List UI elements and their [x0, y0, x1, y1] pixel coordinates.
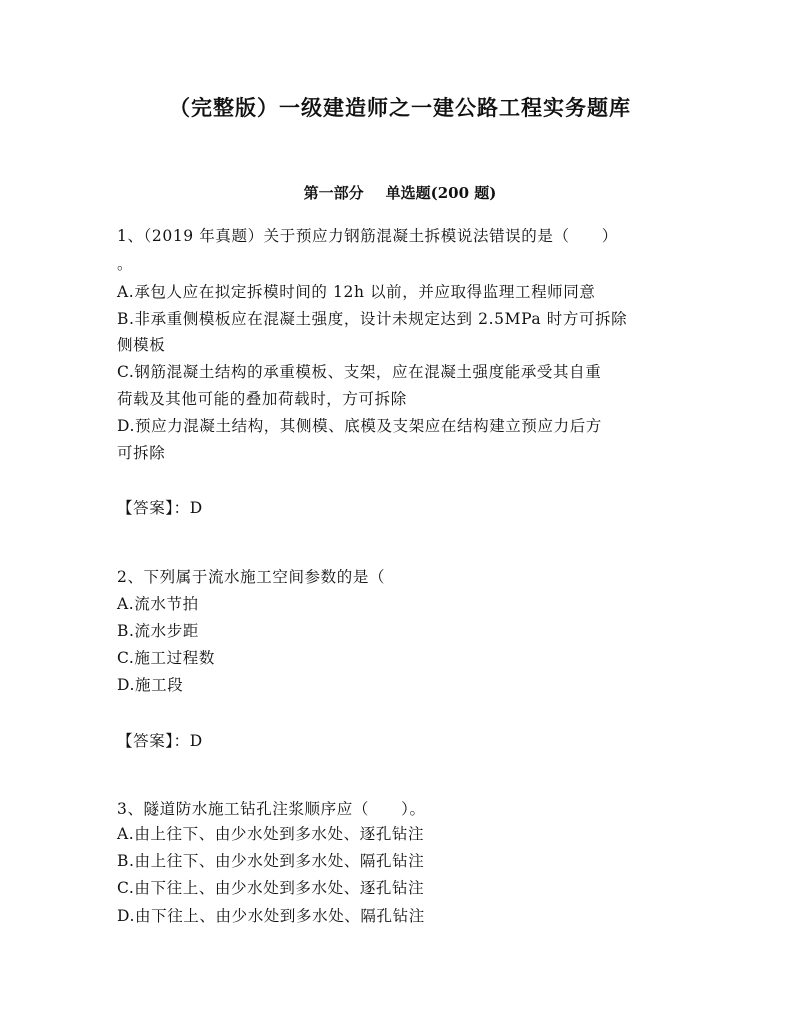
question-1-answer: 【答案】：D [117, 499, 203, 517]
section-heading [0, 182, 800, 203]
question-3-option-a: A.由上往下、由少水处到多水处、逐孔钻注 [117, 825, 425, 843]
section-label: 第一部分 [303, 184, 364, 202]
question-2-option-c: C.施工过程数 [117, 649, 215, 667]
question-1-option-b-cont: 侧模板 [117, 336, 166, 354]
question-2-stem: 2、下列属于流水施工空间参数的是（ [117, 568, 386, 586]
question-1-option-b: B.非承重侧模板应在混凝土强度，设计未规定达到 2.5MPa 时方可拆除 [117, 310, 628, 328]
question-1-option-d-cont: 可拆除 [117, 444, 166, 462]
question-1-option-a: A.承包人应在拟定拆模时间的 12h 以前，并应取得监理工程师同意 [117, 283, 596, 301]
question-3-stem: 3、隧道防水施工钻孔注浆顺序应（ ）。 [117, 800, 426, 818]
question-1-option-c-cont: 荷载及其他可能的叠加荷载时，方可拆除 [117, 390, 407, 408]
question-3-option-c: C.由下往上、由少水处到多水处、逐孔钻注 [117, 879, 425, 897]
question-1-option-d: D.预应力混凝土结构，其侧模、底模及支架应在结构建立预应力后方 [117, 417, 602, 435]
document-title: （完整版）一级建造师之一建公路工程实务题库 [169, 95, 631, 120]
question-3-option-b: B.由上往下、由少水处到多水处、隔孔钻注 [117, 852, 425, 870]
question-2-option-b: B.流水步距 [117, 622, 199, 640]
question-1-stem-cont: 。 [117, 255, 134, 273]
question-2-option-a: A.流水节拍 [117, 595, 199, 613]
question-1-stem: 1、（2019 年真题）关于预应力钢筋混凝土拆模说法错误的是（ ） [117, 227, 618, 245]
question-1-option-c: C.钢筋混凝土结构的承重模板、支架，应在混凝土强度能承受其自重 [117, 363, 602, 381]
question-2-answer: 【答案】：D [117, 732, 203, 750]
section-name: 单选题(200 题) [385, 184, 497, 202]
question-3-option-d: D.由下往上、由少水处到多水处、隔孔钻注 [117, 907, 425, 925]
question-2-option-d: D.施工段 [117, 676, 184, 694]
